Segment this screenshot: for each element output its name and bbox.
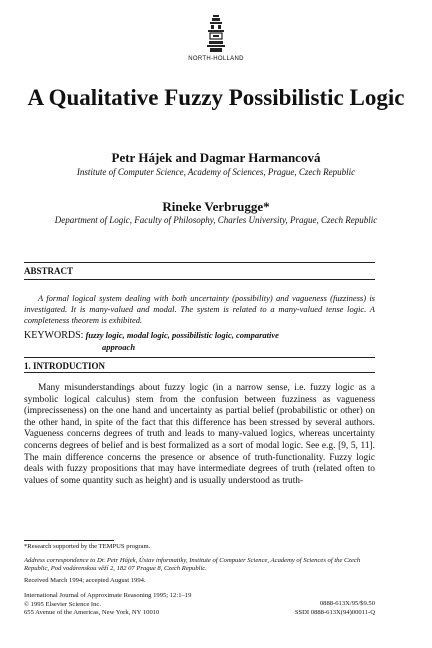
keywords-label: KEYWORDS: — [24, 330, 84, 341]
publication-codes — [270, 600, 375, 617]
section-heading-rule — [24, 372, 375, 373]
affiliation-2: Department of Logic, Faculty of Philosophy, Charles University, Prague, Czech Republic — [54, 215, 378, 225]
abstract-heading: ABSTRACT — [24, 266, 74, 276]
author-group-1: Petr Hájek and Dagmar Harmancová — [111, 150, 321, 165]
footnote-rule — [24, 540, 114, 541]
keywords-text: fuzzy logic, modal logic, possibilistic logic, comparative — [85, 330, 279, 340]
section-top-rule — [24, 357, 375, 358]
publisher-address: 655 Avenue of the Americas, New York, NY 10010 — [24, 609, 160, 617]
publisher-imprint: NORTH-HOLLAND — [188, 56, 244, 62]
footnote-address: Address correspondence to Dr. Petr Hájek, Ústav informatiky, Institute of Computer Science, Academy of Sciences of the Czech Republic, Pod vodárenskou věží 2, 182 07 Prague 8, Czech Republic. — [24, 557, 361, 573]
abstract-top-rule — [24, 262, 375, 263]
section-heading: 1. INTRODUCTION — [24, 361, 106, 371]
journal-citation: International Journal of Approximate Reasoning 1995; 12:1–19 — [24, 592, 192, 599]
article-title: A Qualitative Fuzzy Possibilistic Logic — [27, 85, 405, 110]
publisher-logo — [200, 14, 232, 54]
keywords-text-continued: approach — [102, 342, 136, 352]
author-group-2: Rineke Verbrugge* — [162, 199, 270, 214]
received-dates: Received March 1994; accepted August 1994. — [24, 577, 146, 584]
abstract-text: A formal logical system dealing with both uncertainty (possibility) and vagueness (fuzziness) is investigated. It is many-valued and modal. The system is related to a many-valued tense logic. A completeness theorem is exhibited. — [24, 293, 375, 325]
issn-code: 0888-613X/95/$9.50 — [319, 600, 375, 607]
copyright-line: © 1995 Elsevier Science Inc. — [24, 600, 101, 608]
introduction-paragraph: Many misunderstandings about fuzzy logic (in a narrow sense, i.e. fuzzy logic as a symbolic logical calculus) stem from the confusion between fuzziness as vagueness (imprecisseness) on the one hand and uncertainty as partial belief (probabilistic or other) on the other hand, in spite of the fact that this difference has been stressed by several authors. Vagueness concerns degrees of truth and leads to many-valued logics, whereas uncertainty concerns degrees of belief and is best formalized as a sort of modal logic. See e.g. [9, 5, 11]. The main difference concerns the presence or absence of truth-functionality. Fuzzy logic deals with fuzzy propositions that may have intermediate degrees of truth (related often to values of some quantity such as height) and is usually understood as truth- — [24, 383, 375, 486]
publication-info — [24, 592, 191, 618]
ssdi-code: SSDI 0888-613X(94)00011-Q — [294, 608, 375, 616]
affiliation-1: Institute of Computer Science, Academy of Sciences, Prague, Czech Republic — [76, 167, 356, 177]
footnote-support: *Research supported by the TEMPUS program. — [24, 543, 151, 550]
keywords-line — [24, 330, 375, 341]
abstract-heading-rule — [24, 279, 375, 280]
